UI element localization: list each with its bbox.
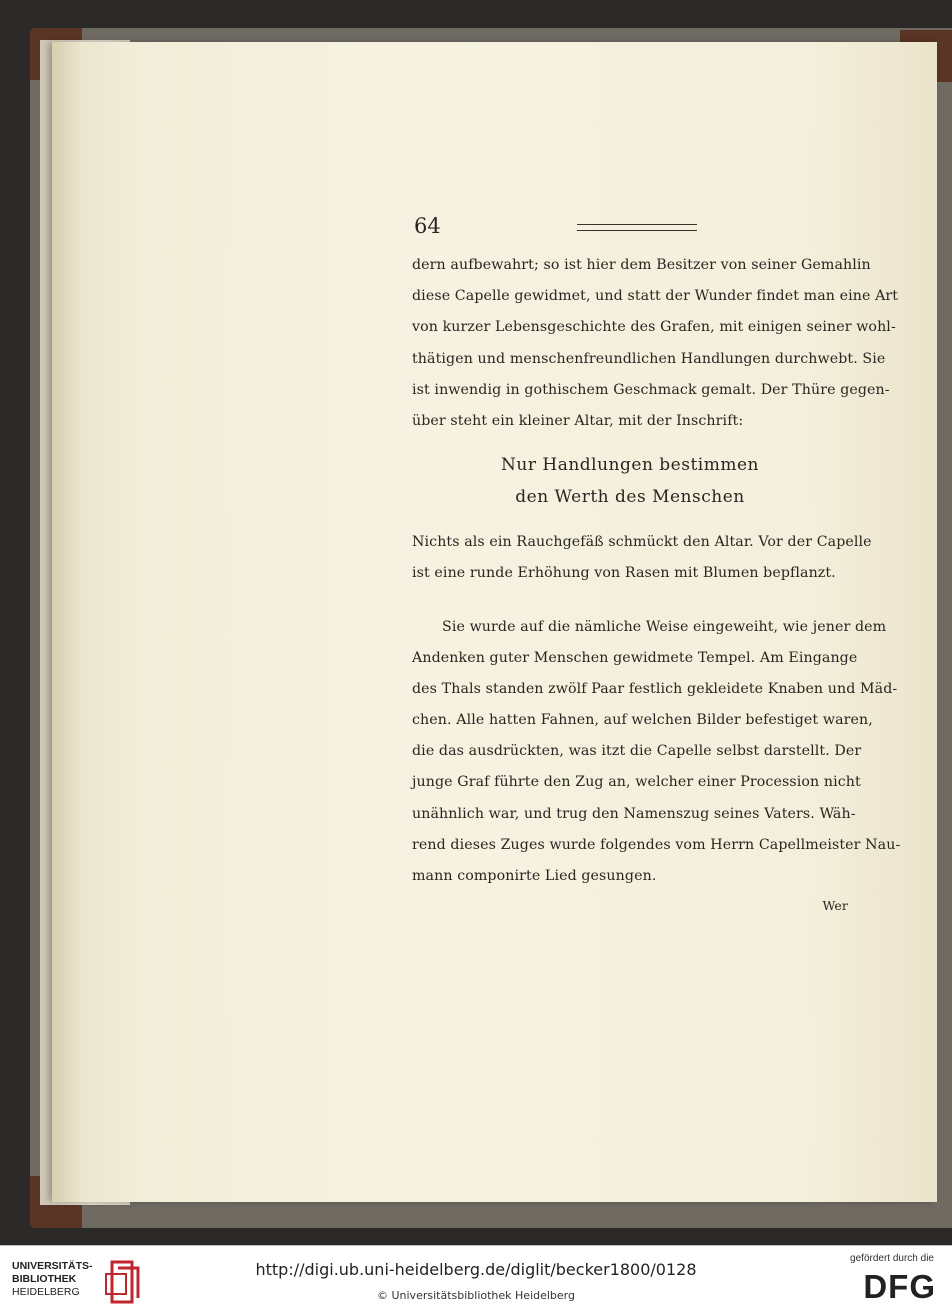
funded-by-label: gefördert durch die bbox=[850, 1253, 934, 1264]
text-line: ist eine runde Erhöhung von Rasen mit Blumen bepflanzt. bbox=[412, 565, 836, 582]
text-line: chen. Alle hatten Fahnen, auf welchen Bilder befestiget waren, bbox=[412, 712, 873, 729]
viewer-footer bbox=[0, 1245, 952, 1313]
text-line: diese Capelle gewidmet, und statt der Wunder findet man eine Art bbox=[412, 288, 899, 305]
inscription-line: Nur Handlungen bestimmen bbox=[501, 455, 759, 476]
text-line: mann componirte Lied gesungen. bbox=[412, 868, 657, 884]
text-line: Nichts als ein Rauchgefäß schmückt den Altar. Vor der Capelle bbox=[412, 534, 872, 551]
text-line: thätigen und menschenfreundlichen Handlungen durchwebt. Sie bbox=[412, 350, 886, 367]
permalink-url[interactable]: http://digi.ub.uni-heidelberg.de/diglit/becker1800/0128 bbox=[255, 1260, 697, 1279]
inscription-line: den Werth des Menschen bbox=[515, 487, 745, 508]
running-header bbox=[412, 210, 848, 250]
page-text bbox=[412, 210, 901, 920]
text-line: rend dieses Zuges wurde folgendes vom Herrn Capellmeister Nau- bbox=[412, 836, 901, 853]
text-line: Andenken guter Menschen gewidmete Tempel. Am Eingange bbox=[412, 649, 858, 666]
text-line: junge Graf führte den Zug an, welcher einer Procession nicht bbox=[412, 774, 861, 791]
text-line: Sie wurde auf die nämliche Weise eingeweiht, wie jener dem bbox=[442, 618, 887, 635]
dfg-logo[interactable]: DFG bbox=[863, 1268, 936, 1305]
text-line: ist inwendig in gothischem Geschmack gemalt. Der Thüre gegen- bbox=[412, 381, 890, 398]
catchword: Wer bbox=[822, 898, 848, 914]
header-ornament-rule bbox=[577, 224, 697, 231]
library-name: UNIVERSITÄTS- BIBLIOTHEK HEIDELBERG bbox=[12, 1260, 93, 1298]
text-line: über steht ein kleiner Altar, mit der Inschrift: bbox=[412, 412, 744, 429]
copyright-notice: © Universitätsbibliothek Heidelberg bbox=[376, 1289, 575, 1302]
text-line: von kurzer Lebensgeschichte des Grafen, mit einigen seiner wohl- bbox=[412, 319, 896, 336]
text-line: unähnlich war, und trug den Namenszug seines Vaters. Wäh- bbox=[412, 805, 856, 822]
text-line: die das ausdrückten, was itzt die Capelle selbst darstellt. Der bbox=[412, 743, 862, 760]
text-line: dern aufbewahrt; so ist hier dem Besitzer von seiner Gemahlin bbox=[412, 257, 871, 273]
page-number: 64 bbox=[414, 214, 441, 238]
page-edge bbox=[52, 42, 82, 1202]
text-line: des Thals standen zwölf Paar festlich gekleidete Knaben und Mäd- bbox=[412, 680, 898, 697]
